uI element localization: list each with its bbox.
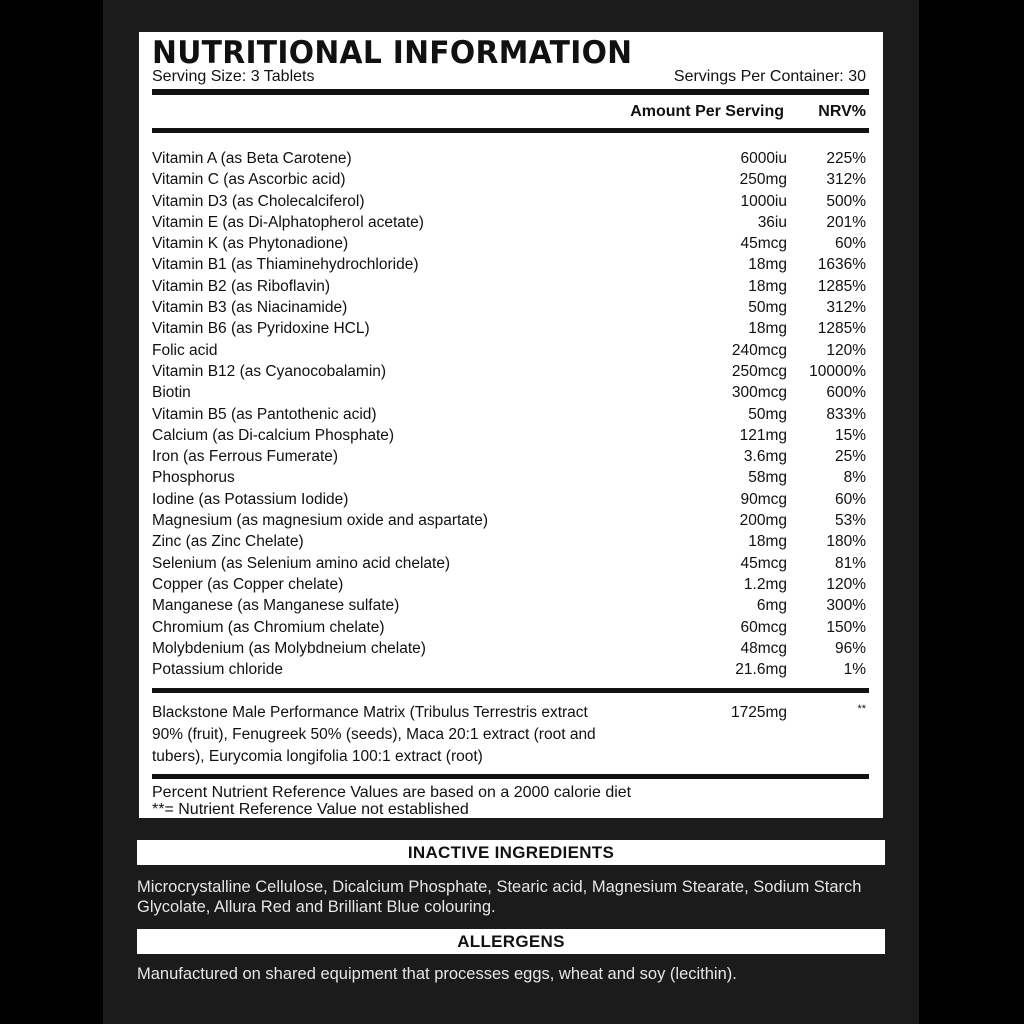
nutrient-row — [152, 318, 869, 339]
nutrient-name: Vitamin C (as Ascorbic acid) — [152, 171, 346, 189]
divider — [152, 774, 869, 779]
nutrient-name: Copper (as Copper chelate) — [152, 575, 344, 593]
nutrient-amount: 6mg — [756, 597, 787, 615]
nutrient-amount: 90mcg — [740, 490, 787, 508]
nutrient-row — [152, 489, 869, 510]
matrix-amount: 1725mg — [730, 704, 787, 722]
nutrient-name: Magnesium (as magnesium oxide and aspartate) — [152, 512, 489, 530]
footnote-line-1: Percent Nutrient Reference Values are based on a 2000 calorie diet — [152, 784, 632, 802]
nutrient-amount: 250mcg — [731, 362, 787, 380]
nutrient-name: Vitamin B1 (as Thiaminehydrochloride) — [152, 256, 419, 274]
servings-per-container: Servings Per Container: 30 — [673, 68, 866, 85]
nutrient-amount: 45mcg — [740, 554, 787, 572]
nutrient-name: Vitamin E (as Di-Alphatopherol acetate) — [152, 213, 424, 231]
nutrient-row — [152, 212, 869, 233]
nutrient-row — [152, 254, 869, 275]
nutrient-amount: 18mg — [748, 533, 787, 551]
nutrient-name: Zinc (as Zinc Chelate) — [152, 533, 304, 551]
matrix-row — [152, 702, 869, 768]
nutrient-amount: 60mcg — [740, 618, 787, 636]
nutrient-amount: 18mg — [748, 320, 787, 338]
allergens-text: Manufactured on shared equipment that processes eggs, wheat and soy (lecithin). — [137, 965, 737, 983]
nutrient-name: Folic acid — [152, 341, 218, 359]
nutrient-row — [152, 169, 869, 190]
nutrient-amount: 48mcg — [740, 639, 787, 657]
nutrient-amount: 1000iu — [740, 192, 787, 210]
nutrient-nrv: 60% — [834, 490, 866, 508]
nutrient-name: Selenium (as Selenium amino acid chelate) — [152, 554, 451, 572]
nutrient-row — [152, 404, 869, 425]
nutrition-label — [139, 32, 883, 818]
serving-size: Serving Size: 3 Tablets — [152, 68, 315, 85]
nutrient-nrv: 1636% — [817, 256, 866, 274]
nutrient-row — [152, 382, 869, 403]
nutrient-name: Manganese (as Manganese sulfate) — [152, 597, 400, 615]
nutrient-nrv: 312% — [826, 171, 866, 189]
nutrient-nrv: 53% — [834, 512, 866, 530]
matrix-description: Blackstone Male Performance Matrix (Tribulus Terrestris extract 90% (fruit), Fenugreek 50% (seeds), Maca 20:1 extract (root and tubers), Eurycomia longifolia 100:1 extract (root) — [152, 704, 596, 766]
nutrient-nrv: 150% — [826, 618, 866, 636]
nutrient-nrv: 600% — [826, 384, 866, 402]
nutrient-name: Vitamin B6 (as Pyridoxine HCL) — [152, 320, 370, 338]
inactive-ingredients-heading: INACTIVE INGREDIENTS — [137, 840, 885, 865]
column-headers — [152, 95, 869, 122]
nutrient-nrv: 312% — [826, 299, 866, 317]
nutrient-row — [152, 553, 869, 574]
matrix-nrv: ** — [857, 703, 866, 716]
nutrient-row — [152, 531, 869, 552]
nutrient-amount: 300mcg — [731, 384, 787, 402]
nutrient-row — [152, 297, 869, 318]
nutrient-name: Iron (as Ferrous Fumerate) — [152, 448, 339, 466]
nutrient-nrv: 180% — [826, 533, 866, 551]
nutrient-amount: 250mg — [739, 171, 787, 189]
nutrient-nrv: 15% — [834, 426, 866, 444]
nutrient-amount: 6000iu — [740, 150, 787, 167]
nutrient-row — [152, 574, 869, 595]
nutrient-nrv: 60% — [834, 235, 866, 253]
nutrient-row — [152, 638, 869, 659]
nutrient-row — [152, 467, 869, 488]
nutrient-name: Molybdenium (as Molybdneium chelate) — [152, 639, 426, 657]
label-title: NUTRITIONAL INFORMATION — [152, 35, 633, 71]
nutrient-nrv: 25% — [834, 448, 866, 466]
nutrient-amount: 121mg — [739, 426, 787, 444]
nutrient-nrv: 1285% — [817, 277, 866, 295]
nutrient-name: Vitamin B2 (as Riboflavin) — [152, 277, 331, 295]
nutrient-row — [152, 595, 869, 616]
nutrient-amount: 50mg — [748, 299, 787, 317]
nutrient-row — [152, 617, 869, 638]
nutrient-name: Calcium (as Di-calcium Phosphate) — [152, 426, 395, 444]
nutrient-nrv: 1% — [843, 661, 866, 679]
nutrient-nrv: 120% — [826, 575, 866, 593]
divider — [152, 128, 869, 133]
nutrient-name: Phosphorus — [152, 469, 235, 487]
nutrient-nrv: 500% — [826, 192, 866, 210]
nutrient-row — [152, 233, 869, 254]
nutrient-row — [152, 510, 869, 531]
nutrient-amount: 58mg — [748, 469, 787, 487]
nutrient-name: Chromium (as Chromium chelate) — [152, 618, 385, 636]
nutrient-amount: 36iu — [757, 213, 787, 231]
nutrient-nrv: 201% — [826, 213, 866, 231]
nutrient-amount: 21.6mg — [735, 661, 787, 679]
nutrient-name: Vitamin B12 (as Cyanocobalamin) — [152, 362, 387, 380]
inactive-ingredients-text: Microcrystalline Cellulose, Dicalcium Phosphate, Stearic acid, Magnesium Stearate, Sodium Starch Glycolate, Allura Red and Brilliant Blue colouring. — [137, 878, 862, 916]
nutrient-nrv: 120% — [826, 341, 866, 359]
nrv-header: NRV% — [818, 103, 866, 120]
nutrient-amount: 45mcg — [740, 235, 787, 253]
nutrient-nrv: 8% — [843, 469, 866, 487]
nutrient-nrv: 300% — [826, 597, 866, 615]
nutrient-row — [152, 425, 869, 446]
nutrient-nrv: 81% — [834, 554, 866, 572]
nutrient-row — [152, 446, 869, 467]
nutrient-row — [152, 361, 869, 382]
nutrient-row — [152, 340, 869, 361]
nutrient-nrv: 225% — [826, 150, 866, 167]
nutrient-name: Vitamin A (as Beta Carotene) — [152, 150, 352, 167]
nutrient-nrv: 833% — [826, 405, 866, 423]
amount-header: Amount Per Serving — [630, 103, 784, 120]
nutrient-row — [152, 191, 869, 212]
nutrient-name: Vitamin K (as Phytonadione) — [152, 235, 349, 253]
nutrient-amount: 1.2mg — [743, 575, 787, 593]
nutrient-table — [152, 148, 869, 680]
nutrient-name: Biotin — [152, 384, 191, 402]
divider — [152, 688, 869, 693]
footnotes — [152, 784, 869, 818]
nutrient-name: Iodine (as Potassium Iodide) — [152, 490, 349, 508]
nutrient-row — [152, 659, 869, 680]
nutrient-row — [152, 276, 869, 297]
nutrient-amount: 18mg — [748, 256, 787, 274]
nutrient-name: Vitamin D3 (as Cholecalciferol) — [152, 192, 365, 210]
nutrient-nrv: 10000% — [809, 362, 866, 380]
nutrient-nrv: 96% — [834, 639, 866, 657]
nutrient-name: Vitamin B5 (as Pantothenic acid) — [152, 405, 377, 423]
nutrient-amount: 3.6mg — [743, 448, 787, 466]
nutrient-row — [152, 148, 869, 169]
footnote-line-2: **= Nutrient Reference Value not established — [152, 801, 469, 819]
nutrient-name: Vitamin B3 (as Niacinamide) — [152, 299, 348, 317]
nutrient-amount: 50mg — [748, 405, 787, 423]
nutrient-amount: 18mg — [748, 277, 787, 295]
nutrient-amount: 240mcg — [731, 341, 787, 359]
allergens-heading: ALLERGENS — [137, 929, 885, 954]
nutrient-name: Potassium chloride — [152, 661, 283, 679]
nutrient-nrv: 1285% — [817, 320, 866, 338]
nutrient-amount: 200mg — [739, 512, 787, 530]
